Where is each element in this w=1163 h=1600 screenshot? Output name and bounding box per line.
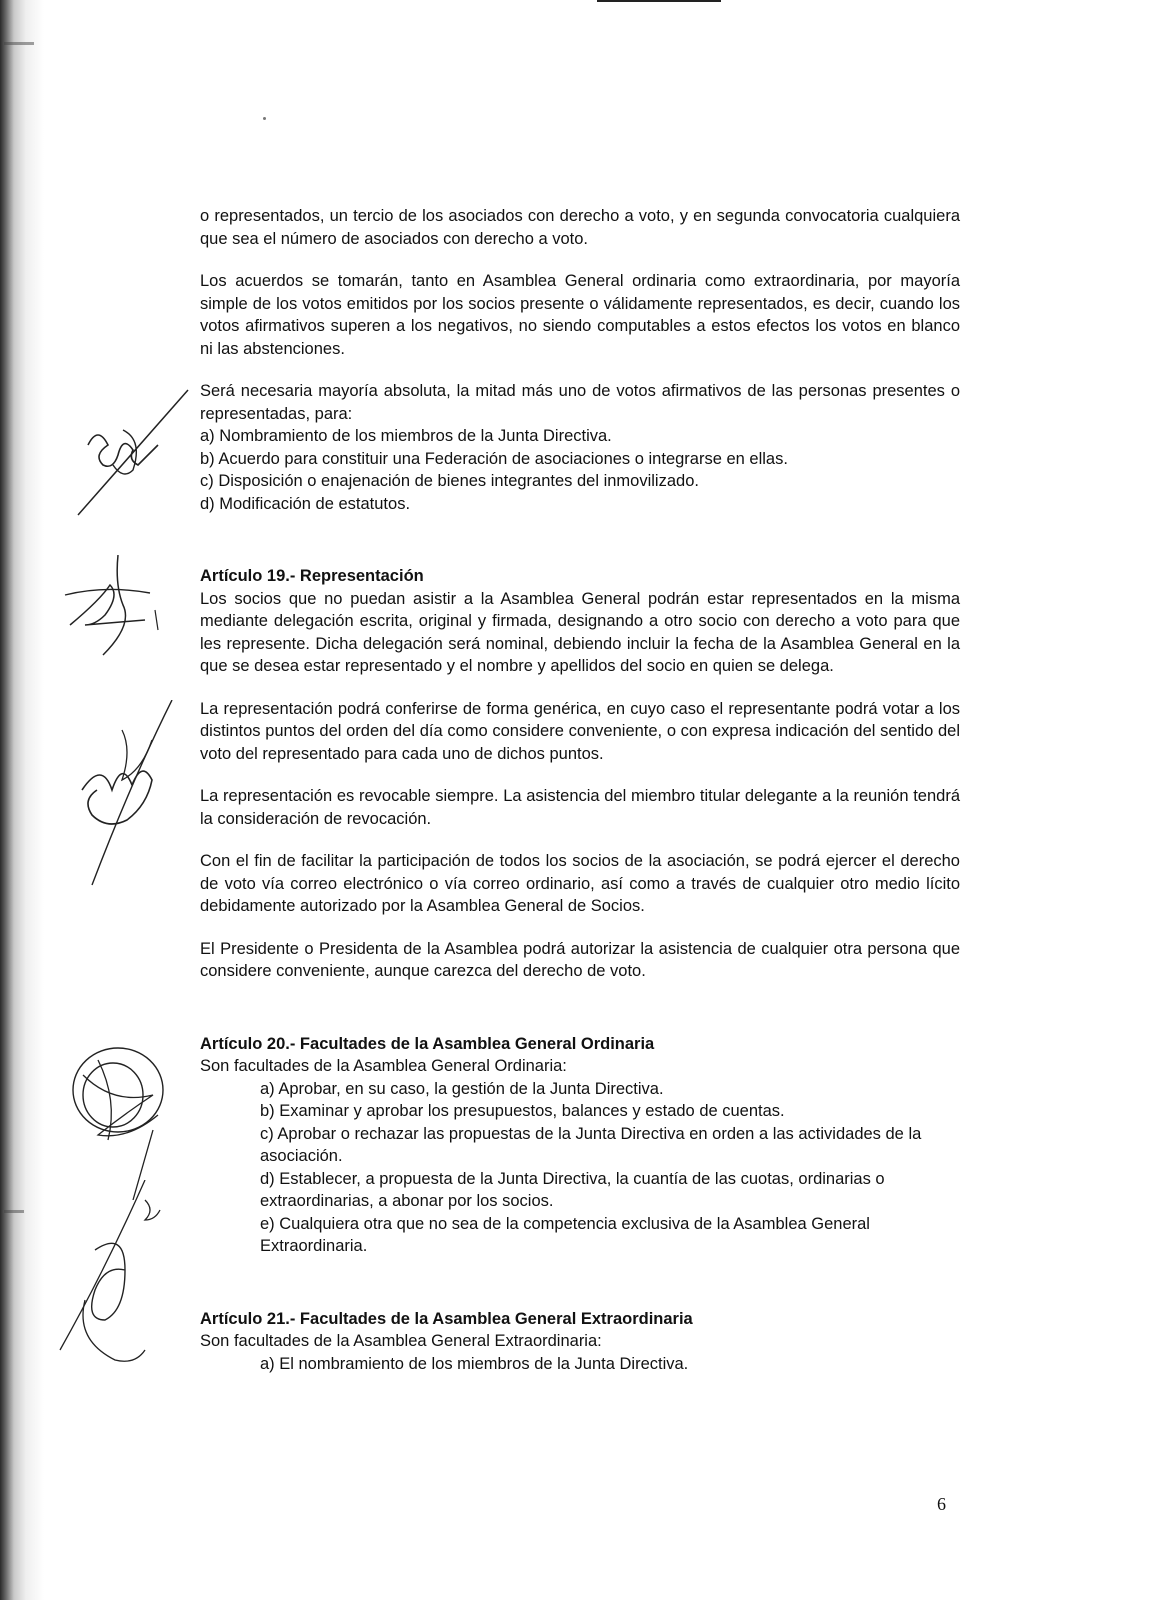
scan-dot	[263, 117, 266, 120]
article-title: Artículo 19.- Representación	[200, 567, 424, 585]
paragraph: Será necesaria mayoría absoluta, la mitad más uno de votos afirmativos de las personas presentes o representadas, para:	[200, 382, 960, 423]
article-title: Artículo 21.- Facultades de la Asamblea General Extraordinaria	[200, 1309, 693, 1328]
list-item: b) Acuerdo para constituir una Federación de asociaciones o integrarse en ellas.	[200, 449, 788, 468]
paragraph: El Presidente o Presidenta de la Asamblea podrá autorizar la asistencia de cualquier otra persona que considere conveniente, aunque carezca del derecho de voto.	[200, 939, 960, 980]
article-20	[200, 1033, 960, 1258]
list-item: a) Aprobar, en su caso, la gestión de la Junta Directiva.	[260, 1079, 664, 1098]
majority-list	[200, 425, 960, 515]
top-rule	[597, 0, 721, 2]
signature-scribble-4	[58, 1040, 188, 1200]
list-item: b) Examinar y aprobar los presupuestos, balances y estado de cuentas.	[260, 1102, 785, 1120]
list-item: a) Nombramiento de los miembros de la Junta Directiva.	[200, 427, 612, 445]
signature-initials-1	[68, 385, 198, 525]
article-intro: Son facultades de la Asamblea General Ordinaria:	[200, 1057, 567, 1075]
signature-scribble-5	[55, 1180, 185, 1370]
list-item: d) Establecer, a propuesta de la Junta Directiva, la cuantía de las cuotas, ordinarias o extraordinarias, a abonar por los socios.	[260, 1169, 885, 1210]
list-item: c) Aprobar o rechazar las propuestas de la Junta Directiva en orden a las actividades de la asociación.	[260, 1124, 922, 1165]
scan-speck	[4, 42, 34, 45]
scan-shadow-edge	[0, 0, 44, 1600]
page-number: 6	[937, 1494, 946, 1514]
paragraph: La representación podrá conferirse de forma genérica, en cuyo caso el representante podrá votar a los distintos puntos del orden del día como considere conveniente, o con expresa indicación del sentido del voto del representado para cada uno de dichos puntos.	[200, 699, 960, 763]
list-item: c) Disposición o enajenación de bienes integrantes del inmovilizado.	[200, 472, 699, 490]
article-title: Artículo 20.- Facultades de la Asamblea General Ordinaria	[200, 1034, 655, 1053]
paragraph: La representación es revocable siempre. La asistencia del miembro titular delegante a la reunión tendrá la consideración de revocación.	[200, 787, 960, 828]
signature-initials-3	[62, 700, 182, 890]
paragraph: o representados, un tercio de los asociados con derecho a voto, y en segunda convocatoria cualquiera que sea el número de asociados con derecho a voto.	[200, 207, 960, 248]
list-item: a) El nombramiento de los miembros de la Junta Directiva.	[260, 1354, 689, 1373]
document-body	[200, 205, 960, 1395]
ordinary-faculties-list	[260, 1078, 960, 1258]
extraordinary-faculties-list	[260, 1353, 960, 1376]
list-item: e) Cualquiera otra que no sea de la competencia exclusiva de la Asamblea General Extraordinaria.	[260, 1214, 870, 1255]
article-intro: Son facultades de la Asamblea General Extraordinaria:	[200, 1332, 602, 1350]
article-21	[200, 1308, 960, 1376]
list-item: d) Modificación de estatutos.	[200, 494, 411, 513]
paragraph: Los acuerdos se tomarán, tanto en Asamblea General ordinaria como extraordinaria, por mayoría simple de los votos emitidos por los socios presente o válidamente representados, es decir, cuando los votos afirmativos superen a los negativos, no siendo computables a estos efectos los votos en blanco ni las abstenciones.	[200, 272, 960, 358]
paragraph: Los socios que no puedan asistir a la Asamblea General podrán estar representados en la misma mediante delegación escrita, original y firmada, designando a otro socio con derecho a voto para que les represente. Dicha delegación será nominal, debiendo incluir la fecha de la Asamblea General en la que se desea estar representado y el nombre y apellidos del socio en quien se delega.	[200, 589, 960, 675]
paragraph: Con el fin de facilitar la participación de todos los socios de la asociación, se podrá ejercer el derecho de voto vía correo electrónico o vía correo ordinario, así como a través de cualquier otro medio lícito debidamente autorizado por la Asamblea General de Socios.	[200, 852, 960, 915]
scan-speck	[4, 1210, 24, 1213]
article-19	[200, 565, 960, 983]
signature-initials-2	[60, 555, 180, 665]
